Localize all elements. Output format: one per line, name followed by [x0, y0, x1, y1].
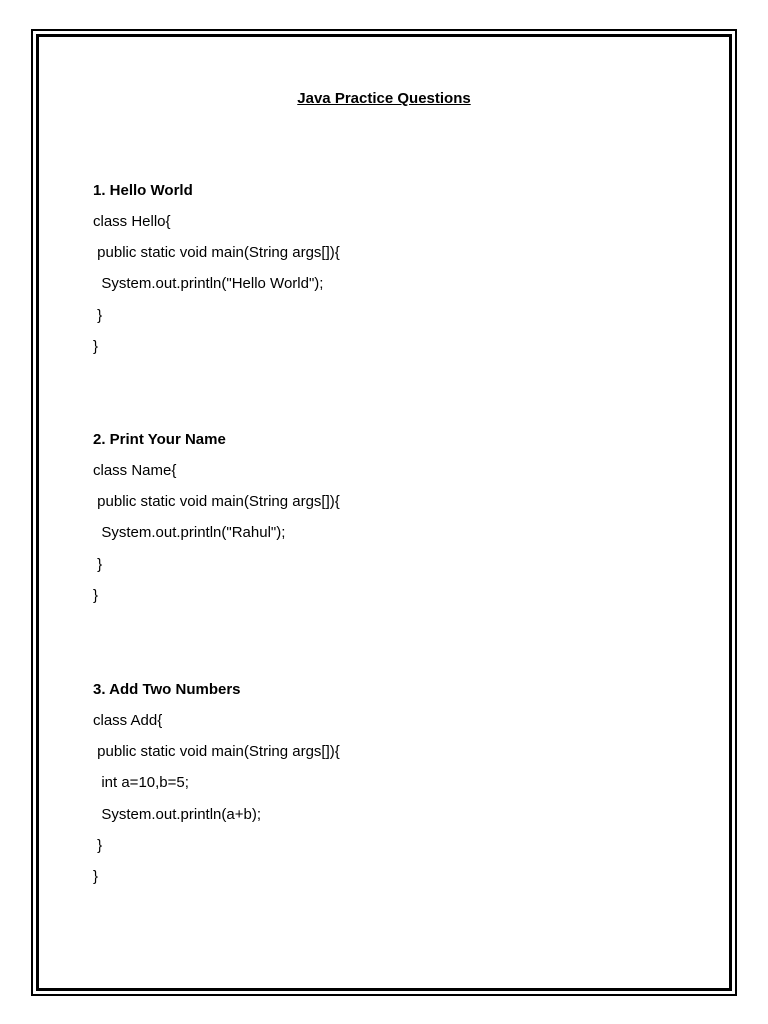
code-line: public static void main(String args[]){ — [93, 244, 340, 262]
code-line: } — [93, 306, 103, 324]
code-line: public static void main(String args[]){ — [93, 493, 340, 511]
document-title: Java Practice Questions — [297, 90, 471, 107]
code-line: System.out.println("Hello World"); — [93, 275, 324, 293]
code-line: class Hello{ — [93, 213, 171, 230]
code-line: class Name{ — [93, 462, 177, 479]
question-hello-world — [93, 181, 693, 368]
code-line: } — [93, 867, 99, 885]
question-heading: 2. Print Your Name — [93, 431, 226, 448]
code-line: System.out.println("Rahul"); — [93, 524, 286, 542]
question-add-two-numbers — [93, 680, 693, 898]
code-line: class Add{ — [93, 712, 163, 729]
code-line: System.out.println(a+b); — [93, 805, 261, 823]
code-line: } — [93, 836, 103, 854]
code-line: int a=10,b=5; — [93, 774, 189, 792]
code-line: } — [93, 586, 99, 604]
code-line: public static void main(String args[]){ — [93, 743, 340, 761]
code-line: } — [93, 337, 99, 355]
code-line: } — [93, 555, 103, 573]
question-heading: 3. Add Two Numbers — [93, 681, 241, 698]
question-heading: 1. Hello World — [93, 182, 193, 199]
question-print-your-name — [93, 430, 693, 617]
